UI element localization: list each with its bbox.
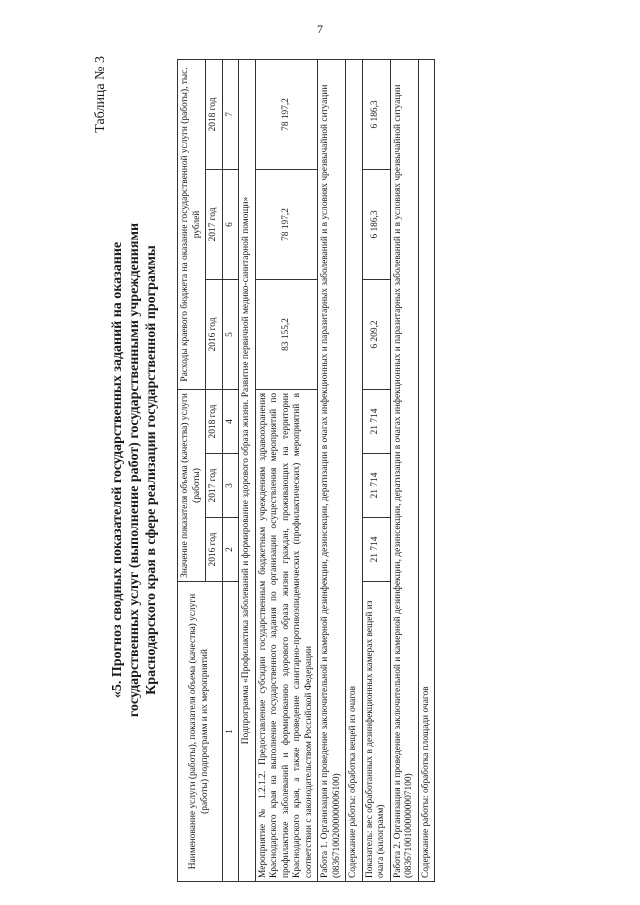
measure-budget-2016: 83 155,2 xyxy=(255,279,318,389)
document-heading xyxy=(109,50,160,890)
work-2-content: Содержание работы: обработка площади очагов xyxy=(418,59,435,881)
heading-line-2: государственных услуг (выполнение работ) государственными учреждениями xyxy=(127,222,142,718)
rotated-page-content xyxy=(85,50,585,890)
column-number: 2 xyxy=(222,518,239,582)
header-indicator-2018: 2018 год xyxy=(206,389,223,453)
heading-line-3: Краснодарского края в сфере реализации государственной программы xyxy=(144,245,159,695)
subprogram-title: Подпрограмма «Профилактика заболеваний и формирование здорового образа жизни. Развитие первичной медико-санитарной помощи» xyxy=(239,59,256,881)
header-budget-2017: 2017 год xyxy=(206,169,223,279)
work-1-title: Работа 1. Организация и проведение заключительной и камерной дезинфекции, дезинсекции, дератизации в очагах инфекционных и паразитарных заболеваний и в условиях чрезвычайной ситуации (083671002000000006100) xyxy=(318,59,346,881)
measure-budget-2017: 78 197,2 xyxy=(255,169,318,279)
indicator-budget-2016: 6 209,2 xyxy=(362,279,390,389)
measure-budget-2018: 78 197,2 xyxy=(255,59,318,169)
measure-row xyxy=(255,59,318,881)
indicator-value-2017: 21 714 xyxy=(362,454,390,518)
table-label: Таблица № 3 xyxy=(93,56,108,133)
subprogram-row xyxy=(239,59,256,881)
work-2-title: Работа 2. Организация и проведение заключительной и камерной дезинфекции, дезинсекции, дератизации в очагах инфекционных и паразитарных заболеваний и в условиях чрезвычайной ситуации (083671001000000007100) xyxy=(390,59,418,881)
content-1-row xyxy=(346,59,363,881)
page-number: 7 xyxy=(317,22,323,36)
work-1-row xyxy=(318,59,346,881)
header-indicator-2017: 2017 год xyxy=(206,454,223,518)
header-indicator-value: Значение показателя объема (качества) услуги (работы) xyxy=(178,389,206,581)
column-number: 4 xyxy=(222,389,239,453)
forecast-table xyxy=(177,59,435,882)
header-row-1 xyxy=(178,59,206,881)
work-1-content: Содержание работы: обработка вещей из очагов xyxy=(346,59,363,881)
header-budget-2018: 2018 год xyxy=(206,59,223,169)
indicator-row xyxy=(362,59,390,881)
header-budget-2016: 2016 год xyxy=(206,279,223,389)
column-number: 1 xyxy=(222,582,239,882)
column-number: 7 xyxy=(222,59,239,169)
indicator-budget-2018: 6 186,3 xyxy=(362,59,390,169)
work-2-row xyxy=(390,59,418,881)
content-2-row xyxy=(418,59,435,881)
column-number: 6 xyxy=(222,169,239,279)
indicator-value-2018: 21 714 xyxy=(362,389,390,453)
header-service-name: Наименование услуги (работы), показателя объема (качества) услуги (работы) подпрограмм и их мероприятий xyxy=(178,582,223,882)
indicator-budget-2017: 6 186,3 xyxy=(362,169,390,279)
measure-description: Мероприятие № 1.2.1.2. Предоставление субсидии государственным бюджетным учреждениям здравоохранения Краснодарского края на выполнение государственного задания по организации осуществления мероприятий по профилактике заболеваний и формированию здорового образа жизни граждан, проживающих на территории Краснодарского края, а также проведение санитарно-противоэпидемических (профилактических) мероприятий в соответствии с законодательством Российской Федерации xyxy=(255,389,318,881)
column-number: 5 xyxy=(222,279,239,389)
header-budget-expenses: Расходы краевого бюджета на оказание государственной услуги (работы), тыс. рублей xyxy=(178,59,206,389)
indicator-description: Показатель: вес обработанных в дезинфекционных камерах вещей из очага (килограмм) xyxy=(362,582,390,882)
heading-line-1: «5. Прогноз сводных показателей государственных заданий на оказание xyxy=(110,241,125,699)
column-number-row xyxy=(222,59,239,881)
header-indicator-2016: 2016 год xyxy=(206,518,223,582)
column-number: 3 xyxy=(222,454,239,518)
indicator-value-2016: 21 714 xyxy=(362,518,390,582)
